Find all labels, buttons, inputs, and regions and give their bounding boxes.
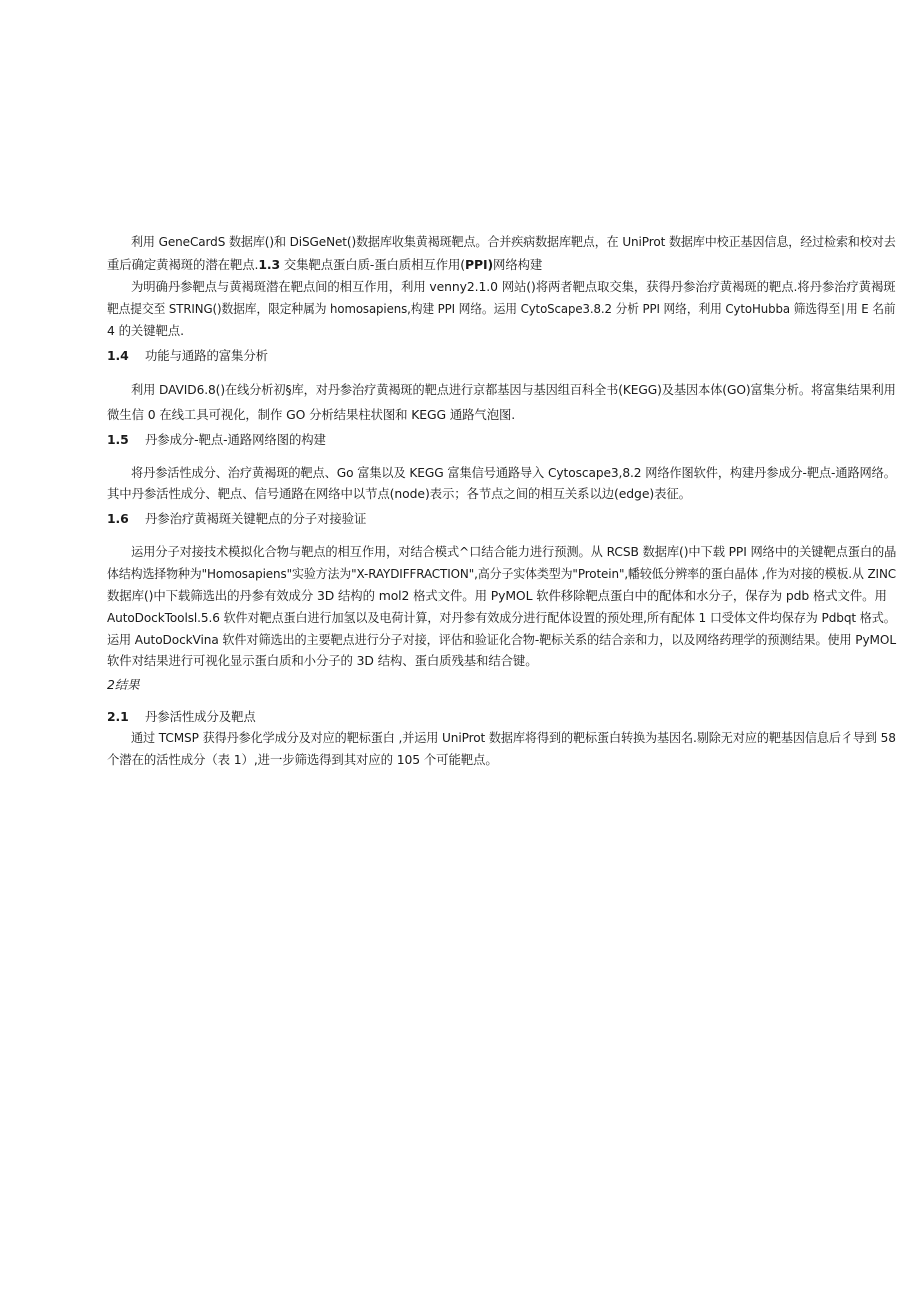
para-line bbox=[107, 256, 542, 274]
para-line: 运用 AutoDockVina 软件对筛选出的主要靶点进行分子对接，评估和验证化合物-靶标关系的结合亲和力，以及网络药理学的预测结果。使用 PyMOL bbox=[107, 632, 897, 647]
text-span: 重后确定黄褐斑的潜在靶点. bbox=[107, 257, 259, 272]
section-title: 丹参成分-靶点-通路网络图的构建 bbox=[145, 432, 326, 447]
section-number: 1.4 bbox=[107, 348, 129, 363]
para-line: 为明确丹参靶点与黄褐斑潜在靶点间的相互作用，利用 venny2.1.0 网站()将两者靶点取交集，获得丹参治疗黄褐斑的靶点.将丹参治疗黄褐斑 bbox=[131, 279, 896, 294]
section-title: 功能与通路的富集分析 bbox=[145, 348, 268, 363]
para-line: 软件对结果进行可视化显示蛋白质和小分子的 3D 结构、蛋白质残基和结合键。 bbox=[107, 653, 538, 668]
section-heading bbox=[107, 347, 268, 365]
section-number: 1.6 bbox=[107, 511, 129, 526]
section-title: 丹参治疗黄褐斑关键靶点的分子对接验证 bbox=[145, 511, 367, 526]
para-line: 将丹参活性成分、治疗黄褐斑的靶点、Go 富集以及 KEGG 富集信号通路导入 Cytoscape3,8.2 网络作图软件，构建丹参成分-靶点-通路网络。 bbox=[131, 465, 896, 480]
section-title: 丹参活性成分及靶点 bbox=[145, 709, 256, 724]
section-heading: 交集靶点蛋白质-蛋白质相互作用( bbox=[279, 257, 465, 272]
para-line: AutoDockToolsl.5.6 软件对靶点蛋白进行加氢以及电荷计算，对丹参有效成分进行配体设置的预处理,所有配体 1 口受体文件均保存为 Pdbqt 格式。 bbox=[107, 610, 896, 625]
para-line: 4 的关键靶点. bbox=[107, 323, 184, 338]
para-line: 利用 DAVID6.8()在线分析初§库，对丹参治疗黄褐斑的靶点进行京都基因与基因组百科全书(KEGG)及基因本体(GO)富集分析。将富集结果利用 bbox=[131, 382, 896, 397]
para-line: 通过 TCMSP 获得丹参化学成分及对应的靶标蛋白 ,并运用 UniProt 数据库将得到的靶标蛋白转换为基因名.剔除无对应的靶基因信息后彳导到 58 bbox=[131, 730, 896, 745]
para-line: 利用 GeneCardS 数据库()和 DiSGeNet()数据库收集黄褐斑靶点。合并疾病数据库靶点，在 UniProt 数据库中校正基因信息，经过检索和校对去 bbox=[131, 234, 896, 249]
para-line: 体结构选择物种为"Homosapiens"实验方法为"X-RAYDIFFRACTION",高分子实体类型为"Protein",幡较低分辨率的蛋白晶体 ,作为对接的模板.从 ZINC bbox=[107, 566, 897, 581]
section-number: 1.3 bbox=[258, 257, 280, 272]
para-line: 其中丹参活性成分、靶点、信号通路在网络中以节点(node)表示；各节点之间的相互关系以边(edge)表征。 bbox=[107, 486, 691, 501]
section-heading bbox=[107, 510, 366, 528]
section-number: 1.5 bbox=[107, 432, 129, 447]
section-heading-bold: PPI) bbox=[465, 257, 494, 272]
para-line: 数据库()中下载筛选出的丹参有效成分 3D 结构的 mol2 格式文件。用 PyMOL 软件移除靶点蛋白中的配体和水分子，保存为 pdb 格式文件。用 bbox=[107, 588, 887, 603]
para-line: 个潜在的活性成分（表 1）,进一步筛选得到其对应的 105 个可能靶点。 bbox=[107, 752, 498, 767]
section-number: 2.1 bbox=[107, 709, 129, 724]
para-line: 靶点提交至 STRING()数据库，限定种属为 homosapiens,构建 PPI 网络。运用 CytoScape3.8.2 分析 PPI 网络，利用 CytoHubba 筛选得至∣用 E 名前 bbox=[107, 301, 896, 316]
section-heading: 网络构建 bbox=[493, 257, 543, 272]
section-heading bbox=[107, 431, 326, 449]
section-heading bbox=[107, 708, 256, 726]
para-line: 运用分子对接技术模拟化合物与靶点的相互作用，对结合模式^口结合能力进行预测。从 RCSB 数据库()中下载 PPI 网络中的关键靶点蛋白的晶 bbox=[131, 544, 897, 559]
para-line: 微生信 0 在线工具可视化，制作 GO 分析结果柱状图和 KEGG 通路气泡图. bbox=[107, 407, 516, 422]
section-heading: 2结果 bbox=[107, 677, 140, 692]
